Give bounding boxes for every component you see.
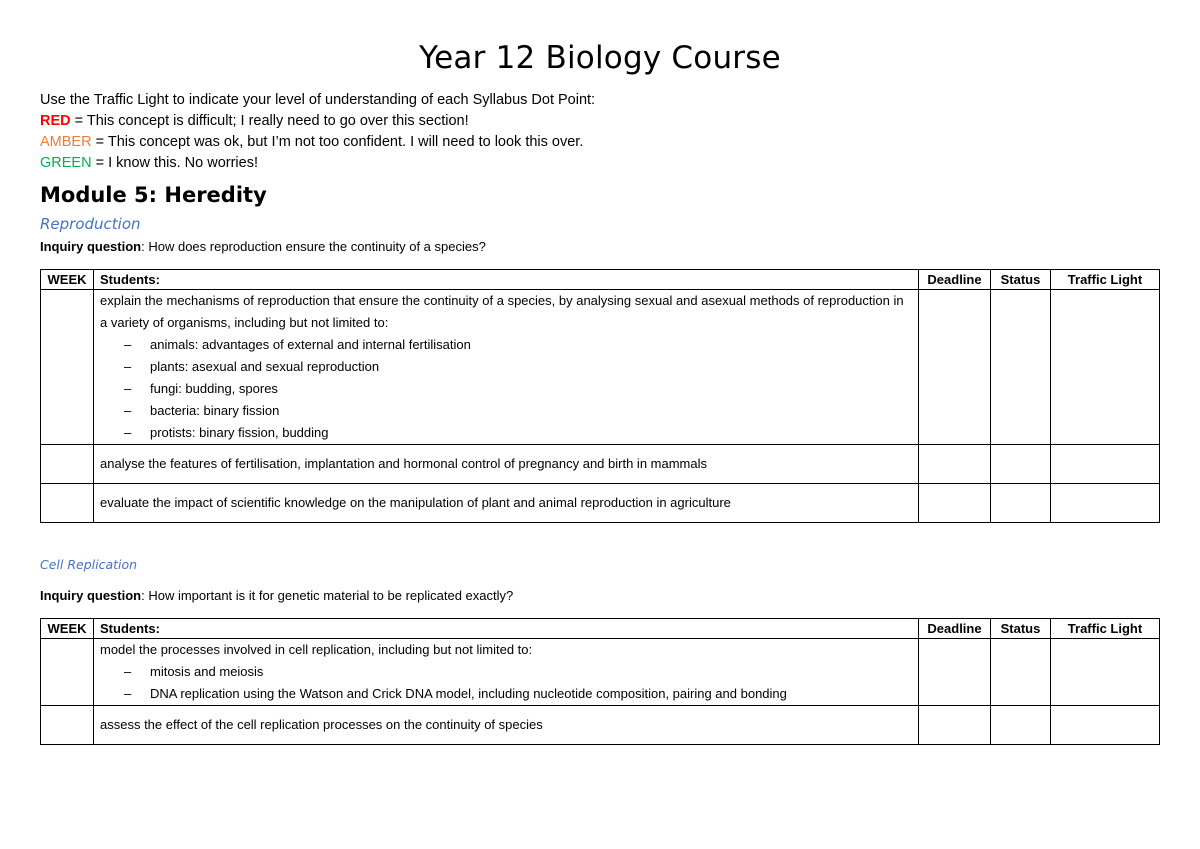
table-header-row [41, 619, 1160, 639]
table-row [41, 706, 1160, 745]
amber-legend [40, 132, 595, 153]
list-item: – DNA replication using the Watson and Crick DNA model, including nucleotide composition, pairing and bonding [124, 683, 912, 705]
dot-point-sublist [100, 661, 912, 705]
table-row [41, 639, 1160, 706]
inquiry-question-cell-replication [40, 588, 513, 603]
deadline-cell[interactable] [919, 706, 991, 745]
amber-text: = This concept was ok, but I’m not too confident. I will need to look this over. [91, 134, 584, 150]
week-header: WEEK [41, 619, 94, 639]
week-cell[interactable] [41, 706, 94, 745]
traffic-light-cell[interactable] [1051, 445, 1160, 484]
syllabus-table-reproduction [40, 269, 1160, 523]
inquiry-question-reproduction [40, 239, 486, 254]
deadline-cell[interactable] [919, 639, 991, 706]
inquiry-label: Inquiry question [40, 588, 142, 603]
section-heading-cell-replication: Cell Replication [40, 557, 138, 572]
week-cell[interactable] [41, 445, 94, 484]
table-row [41, 290, 1160, 445]
dot-point-cell [94, 639, 919, 706]
table-header-row [41, 270, 1160, 290]
students-header: Students: [94, 270, 919, 290]
dot-point-cell [94, 290, 919, 445]
syllabus-table-cell-replication [40, 618, 1160, 745]
list-item: – mitosis and meiosis [124, 661, 912, 683]
section-heading-reproduction: Reproduction [40, 215, 141, 233]
status-cell[interactable] [991, 639, 1051, 706]
status-header: Status [991, 619, 1051, 639]
deadline-cell[interactable] [919, 290, 991, 445]
dot-point-cell: assess the effect of the cell replication processes on the continuity of species [94, 706, 919, 745]
table-row [41, 484, 1160, 523]
page-title: Year 12 Biology Course [419, 40, 781, 76]
dot-point-cell: analyse the features of fertilisation, implantation and hormonal control of pregnancy and birth in mammals [94, 445, 919, 484]
dot-point-cell: evaluate the impact of scientific knowledge on the manipulation of plant and animal reproduction in agriculture [94, 484, 919, 523]
list-item: – protists: binary fission, budding [124, 422, 912, 444]
list-item: – animals: advantages of external and internal fertilisation [124, 334, 912, 356]
status-cell[interactable] [991, 445, 1051, 484]
traffic-light-cell[interactable] [1051, 484, 1160, 523]
dot-point-sublist [100, 334, 912, 444]
status-cell[interactable] [991, 484, 1051, 523]
deadline-header: Deadline [919, 270, 991, 290]
traffic-light-instructions [40, 90, 595, 174]
instructions-line: Use the Traffic Light to indicate your level of understanding of each Syllabus Dot Point: [40, 92, 596, 108]
students-header: Students: [94, 619, 919, 639]
inquiry-label: Inquiry question [40, 239, 142, 254]
red-label: RED [40, 113, 71, 129]
deadline-cell[interactable] [919, 445, 991, 484]
traffic-light-cell[interactable] [1051, 290, 1160, 445]
week-cell[interactable] [41, 639, 94, 706]
module-heading: Module 5: Heredity [40, 183, 267, 207]
green-legend [40, 153, 595, 174]
status-cell[interactable] [991, 290, 1051, 445]
dot-point-text: model the processes involved in cell replication, including but not limited to: [100, 642, 533, 657]
traffic-light-header: Traffic Light [1051, 270, 1160, 290]
status-cell[interactable] [991, 706, 1051, 745]
week-cell[interactable] [41, 484, 94, 523]
list-item: – fungi: budding, spores [124, 378, 912, 400]
list-item: – bacteria: binary fission [124, 400, 912, 422]
traffic-light-cell[interactable] [1051, 639, 1160, 706]
deadline-header: Deadline [919, 619, 991, 639]
amber-label: AMBER [40, 134, 92, 150]
red-legend [40, 111, 595, 132]
week-cell[interactable] [41, 290, 94, 445]
deadline-cell[interactable] [919, 484, 991, 523]
dot-point-text: explain the mechanisms of reproduction that ensure the continuity of a species, by analysing sexual and asexual methods of reproduction in a variety of organisms, including but not limited to: [100, 293, 904, 330]
green-label: GREEN [40, 155, 92, 171]
inquiry-text: : How important is it for genetic material to be replicated exactly? [141, 588, 514, 603]
list-item: – plants: asexual and sexual reproduction [124, 356, 912, 378]
week-header: WEEK [41, 270, 94, 290]
traffic-light-cell[interactable] [1051, 706, 1160, 745]
inquiry-text: : How does reproduction ensure the continuity of a species? [141, 239, 486, 254]
green-text: = I know this. No worries! [91, 155, 258, 171]
status-header: Status [991, 270, 1051, 290]
table-row [41, 445, 1160, 484]
traffic-light-header: Traffic Light [1051, 619, 1160, 639]
red-text: = This concept is difficult; I really need to go over this section! [70, 113, 469, 129]
